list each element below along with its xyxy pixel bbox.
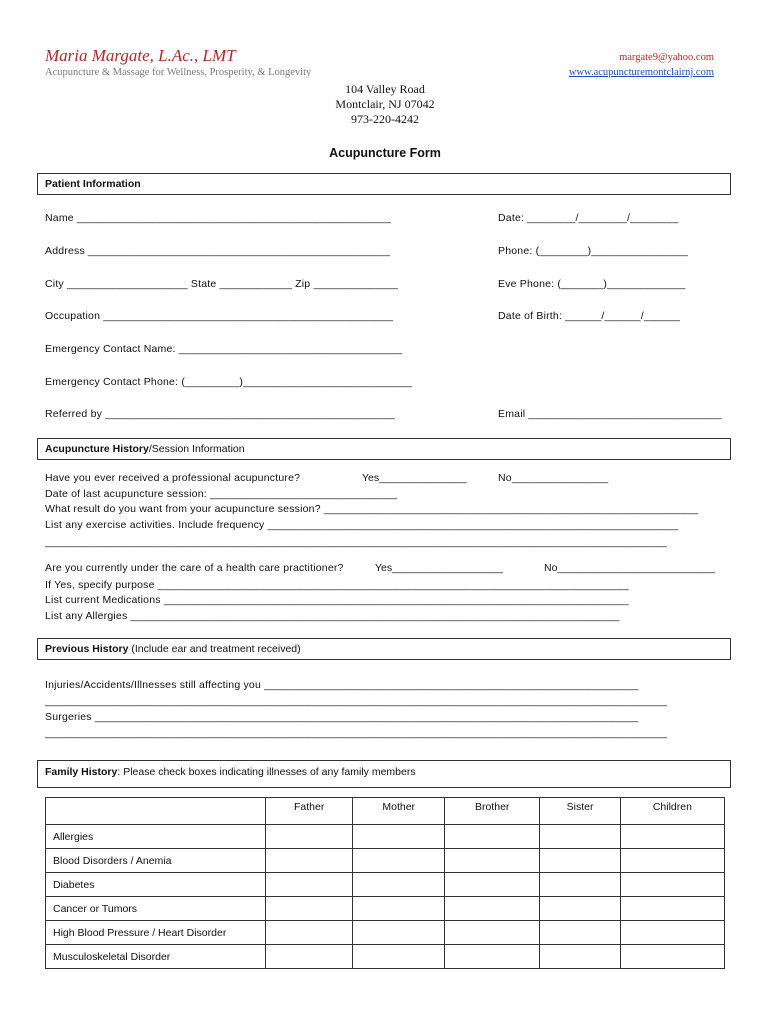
table-row [46,921,725,945]
practitioner-care-yes[interactable]: Yes___________________ [375,562,504,574]
checkbox-cell[interactable] [353,825,445,849]
row-label: High Blood Pressure / Heart Disorder [46,921,266,945]
occupation-field[interactable]: Occupation ________________________________________________ [45,310,394,322]
previous-history-heading-bold: Previous History [45,643,129,655]
family-history-heading-rest: : Please check boxes indicating illnesses of any family members [117,766,416,778]
row-label: Musculoskeletal Disorder [46,945,266,969]
checkbox-cell[interactable] [266,945,353,969]
eve-phone-field[interactable]: Eve Phone: (_______)_____________ [498,278,686,290]
city-state-zip-field[interactable]: City ____________________ State ____________ Zip ______________ [45,278,398,290]
checkbox-cell[interactable] [266,897,353,921]
family-history-heading-bold: Family History [45,766,118,778]
row-label: Blood Disorders / Anemia [46,849,266,873]
checkbox-cell[interactable] [540,825,621,849]
referred-by-field[interactable]: Referred by ________________________________________________ [45,408,396,420]
desired-result-field[interactable]: What result do you want from your acupuncture session? ______________________________________________________________ [45,503,699,515]
address-line-1: 104 Valley Road [345,82,425,96]
date-field[interactable]: Date: ________/________/________ [498,212,679,224]
table-header-row [46,798,725,825]
checkbox-cell[interactable] [266,921,353,945]
checkbox-cell[interactable] [620,873,724,897]
last-session-field[interactable]: Date of last acupuncture session: _______________________________ [45,488,398,500]
column-header-father: Father [266,798,353,825]
checkbox-cell[interactable] [620,945,724,969]
table-row [46,945,725,969]
checkbox-cell[interactable] [620,897,724,921]
emergency-contact-name-field[interactable]: Emergency Contact Name: _____________________________________ [45,343,403,355]
injuries-field[interactable]: Injuries/Accidents/Illnesses still affecting you ______________________________________________________________ [45,679,639,691]
checkbox-cell[interactable] [620,921,724,945]
column-header-mother: Mother [353,798,445,825]
acupuncture-history-heading-rest: /Session Information [148,443,245,455]
family-history-table [45,797,725,969]
checkbox-cell[interactable] [445,873,540,897]
injuries-field-line-2[interactable]: _______________________________________________________________________________________________________ [45,695,668,707]
address-line-2: Montclair, NJ 07042 [335,97,435,111]
checkbox-cell[interactable] [353,897,445,921]
table-row [46,849,725,873]
received-acupuncture-question: Have you ever received a professional acupuncture? [45,472,301,484]
checkbox-cell[interactable] [540,849,621,873]
practitioner-care-question: Are you currently under the care of a health care practitioner? [45,562,344,574]
received-acupuncture-no[interactable]: No________________ [498,472,609,484]
purpose-field[interactable]: If Yes, specify purpose ______________________________________________________________________________ [45,579,629,591]
practitioner-care-no[interactable]: No___________________________ [544,562,716,574]
phone-field[interactable]: Phone: (________)________________ [498,245,688,257]
checkbox-cell[interactable] [445,849,540,873]
patient-info-heading-text: Patient Information [45,178,141,190]
acupuncture-history-heading [37,438,731,460]
family-history-heading [37,760,731,788]
checkbox-cell[interactable] [540,873,621,897]
checkbox-cell[interactable] [620,825,724,849]
table-row [46,825,725,849]
website-link[interactable]: www.acupuncturemontclairnj.com [568,67,714,78]
exercise-field-line-2[interactable]: _______________________________________________________________________________________________________ [45,536,668,548]
practitioner-name: Maria Margate, L.Ac., LMT [45,46,236,65]
patient-info-heading [37,173,731,195]
email-field[interactable]: Email ________________________________ [498,408,722,420]
exercise-field[interactable]: List any exercise activities. Include frequency ____________________________________________________________________ [45,519,679,531]
emergency-contact-phone-field[interactable]: Emergency Contact Phone: (_________)____________________________ [45,376,413,388]
checkbox-cell[interactable] [540,945,621,969]
contact-email-link[interactable]: margate9@yahoo.com [619,52,714,63]
dob-field[interactable]: Date of Birth: ______/______/______ [498,310,681,322]
checkbox-cell[interactable] [445,897,540,921]
checkbox-cell[interactable] [445,825,540,849]
checkbox-cell[interactable] [353,849,445,873]
checkbox-cell[interactable] [540,897,621,921]
received-acupuncture-yes[interactable]: Yes_______________ [362,472,467,484]
checkbox-cell[interactable] [266,849,353,873]
checkbox-cell[interactable] [353,873,445,897]
table-row [46,897,725,921]
surgeries-field[interactable]: Surgeries __________________________________________________________________________________________ [45,711,639,723]
column-header [46,798,266,825]
checkbox-cell[interactable] [353,921,445,945]
checkbox-cell[interactable] [266,873,353,897]
column-header-brother: Brother [445,798,540,825]
tagline: Acupuncture & Massage for Wellness, Prosperity, & Longevity [45,67,312,78]
acupuncture-history-heading-bold: Acupuncture History [45,443,149,455]
column-header-children: Children [620,798,724,825]
checkbox-cell[interactable] [540,921,621,945]
form-title: Acupuncture Form [329,146,441,160]
name-field[interactable]: Name ____________________________________________________ [45,212,391,224]
previous-history-heading-rest: (Include ear and treatment received) [128,643,301,655]
column-header-sister: Sister [540,798,621,825]
checkbox-cell[interactable] [266,825,353,849]
row-label: Allergies [46,825,266,849]
checkbox-cell[interactable] [445,921,540,945]
checkbox-cell[interactable] [353,945,445,969]
practice-phone: 973-220-4242 [351,112,419,126]
medications-field[interactable]: List current Medications _____________________________________________________________________________ [45,594,629,606]
surgeries-field-line-2[interactable]: _______________________________________________________________________________________________________ [45,727,668,739]
allergies-field[interactable]: List any Allergies _________________________________________________________________________________ [45,610,620,622]
previous-history-heading [37,638,731,660]
row-label: Cancer or Tumors [46,897,266,921]
checkbox-cell[interactable] [620,849,724,873]
address-field[interactable]: Address __________________________________________________ [45,245,391,257]
checkbox-cell[interactable] [445,945,540,969]
table-row [46,873,725,897]
row-label: Diabetes [46,873,266,897]
